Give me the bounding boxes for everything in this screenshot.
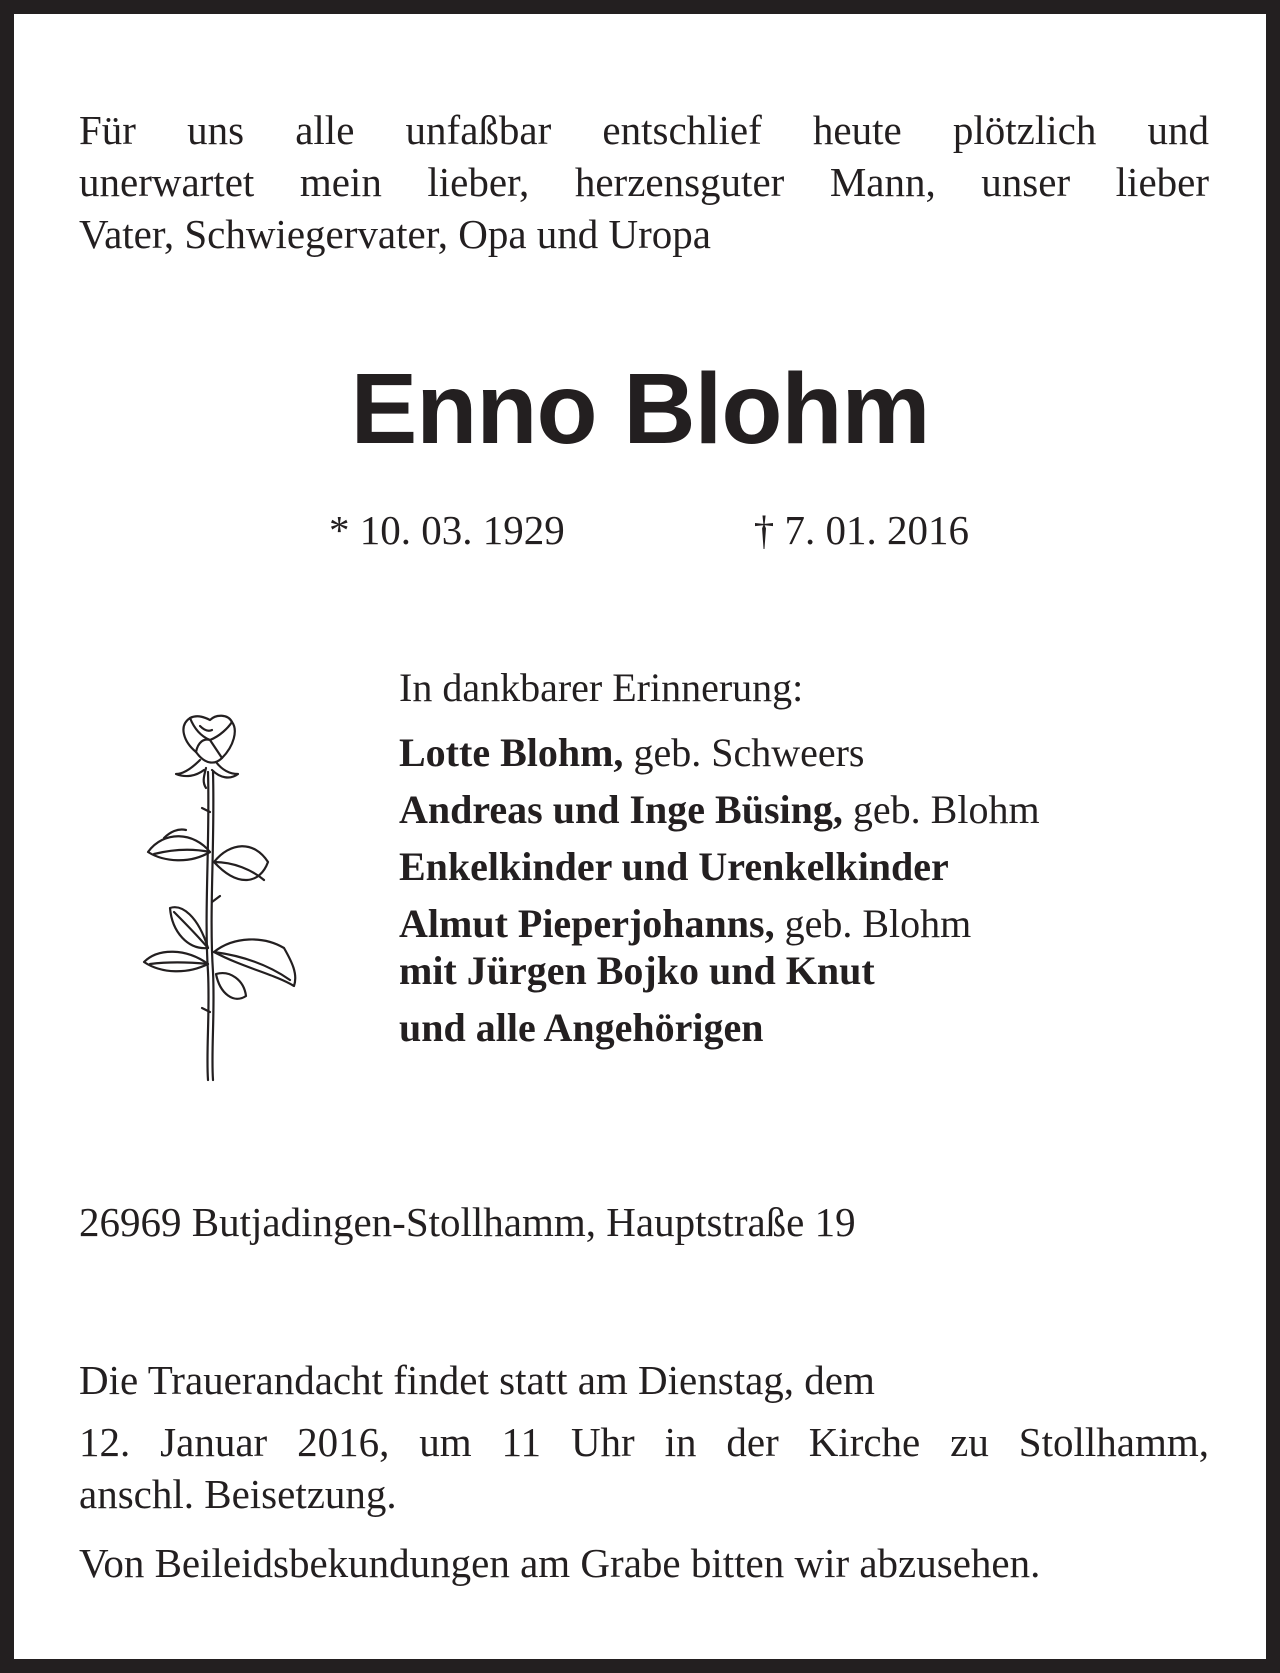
mourner-name: und alle Angehörigen (399, 1005, 764, 1050)
intro-line: Für uns alle unfaßbar entschlief heute plötzlich und (79, 107, 1209, 153)
mourner-suffix: geb. Schweers (623, 730, 865, 775)
mourner-entry (399, 900, 1219, 947)
service-line: Die Trauerandacht findet statt am Dienstag, dem (79, 1357, 875, 1403)
mourner-name: Andreas und Inge Büsing, (399, 787, 843, 832)
service-line: anschl. Beisetzung. (79, 1471, 397, 1517)
mourner-entry (399, 947, 1219, 994)
mourner-name: Lotte Blohm, (399, 730, 624, 775)
service-line: 12. Januar 2016, um 11 Uhr in der Kirche zu Stollhamm, (79, 1419, 1209, 1465)
mourner-entry (399, 786, 1219, 833)
mourner-name: mit Jürgen Bojko und Knut (399, 948, 875, 993)
deceased-name: Enno Blohm (350, 353, 930, 465)
intro-line: unerwartet mein lieber, herzensguter Mann, unser lieber (79, 159, 1209, 205)
mourner-entry (399, 843, 1219, 890)
life-dates (329, 504, 969, 556)
family-address: 26969 Butjadingen-Stollhamm, Hauptstraße 19 (79, 1199, 856, 1245)
mourner-suffix: geb. Blohm (842, 787, 1040, 832)
birth-date: * 10. 03. 1929 (329, 507, 565, 553)
intro-line: Vater, Schwiegervater, Opa und Uropa (79, 211, 711, 257)
death-date: † 7. 01. 2016 (753, 507, 969, 553)
mourner-name: Almut Pieperjohanns, (399, 901, 775, 946)
mourners-heading: In dankbarer Erinnerung: (399, 665, 804, 710)
intro-text (79, 104, 1209, 260)
mourner-entry (399, 1004, 1219, 1051)
mourner-suffix: geb. Blohm (774, 901, 972, 946)
mourner-name: Enkelkinder und Urenkelkinder (399, 844, 949, 889)
mourners-list (399, 664, 1219, 1051)
mourner-entry (399, 729, 1219, 776)
closing-note: Von Beileidsbekundungen am Grabe bitten wir abzusehen. (79, 1540, 1041, 1586)
service-info (79, 1354, 1209, 1520)
rose-icon (134, 712, 314, 1084)
